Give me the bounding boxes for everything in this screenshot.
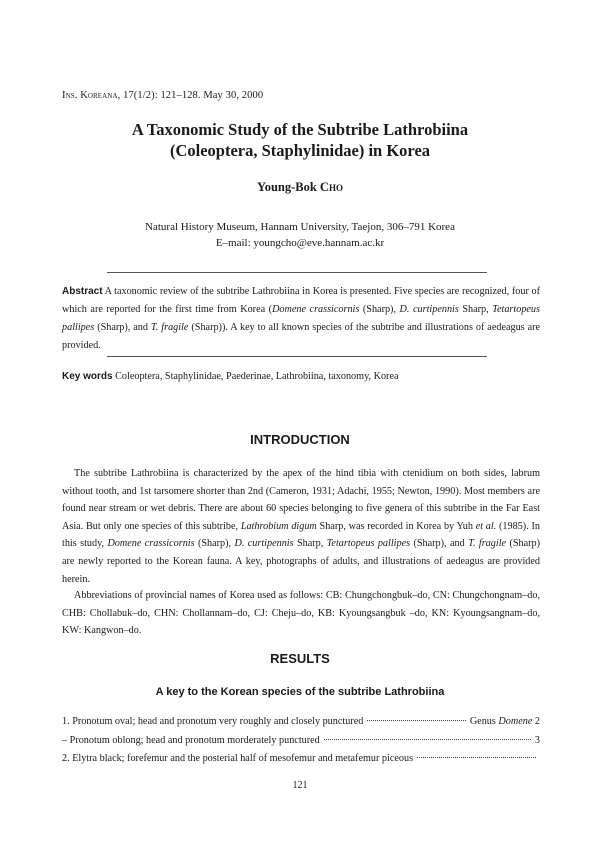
citation-etal: et al. [475,520,497,532]
introduction-heading: INTRODUCTION [250,432,350,447]
dot-leader [324,739,531,740]
keywords-text: Coleoptera, Staphylinidae, Paederinae, Lathrobiina, taxonomy, Korea [112,371,399,382]
citation-details: , 17(1/2): 121–128. May 30, 2000 [117,90,264,101]
key-couplet-end [470,716,540,727]
author-given-name: Young-Bok [257,180,320,194]
author-family-name: Cho [319,180,343,194]
key-couplet-1-alt [62,735,540,746]
introduction-paragraph-2: Abbreviations of provincial names of Korea used as follows: CB: Chungchongbuk–do, CN: Chungchongnam–do, CHB: Chollabuk–do, CHN: Chollannam–do, CJ: Cheju–do, KB: Kyoungsangbuk –do, KN: Kyoungsangnam–do, KW: Kangwon–do. [62,590,540,637]
abstract-text: (Sharp), [359,304,400,315]
results-heading: RESULTS [270,651,330,666]
key-couplet-1 [62,716,540,727]
key-couplet-2 [62,753,540,764]
paper-title-line-2: (Coleoptera, Staphylinidae) in Korea [169,141,431,160]
journal-citation [62,90,263,101]
species-name: T. fragile [468,538,507,550]
keywords-block [62,369,540,385]
species-name: Lathrobium digum [240,520,317,532]
genus-name: Domene [498,716,533,727]
body-text: (Sharp) are newly reported to the Korean fauna. A key, photographs of adults, and illustrations of aedeagus are provided herein. [62,538,541,585]
dot-leader [367,720,466,721]
species-name: D. curtipennis [399,304,459,315]
key-couplet-text: 1. Pronotum oval; head and pronotum very roughly and closely punctured [62,716,364,727]
body-text: (Sharp), and [410,538,469,550]
key-end-number: 2 [532,716,540,727]
species-name: Domene crassicornis [272,304,360,315]
abstract-top-rule [107,272,487,273]
key-title: A key to the Korean species of the subtribe Lathrobiina [155,686,445,698]
body-text: The subtribe Lathrobiina is characterized by the apex of the hind tibia with ctenidium on both sides, labrum without tooth, and 1st tarsomere shorter than 2nd (Cameron, 1931; Adachi, 1955; Newton, 1990). Most members are found near stream or wet debris. There are about 60 species belonging to five genera of this subtribe in the Far East Asia. But only one species of this subtribe, [62,468,540,532]
key-couplet-text: 2. Elytra black; forefemur and the posterial half of mesofemur and metafemur piceous [62,753,414,764]
species-name: Domene crassicornis [107,538,195,550]
species-name: Tetartopeus pallipes [62,304,540,333]
author-email: E–mail: youngcho@eve.hannam.ac.kr [215,237,385,249]
paper-title-line-1: A Taxonomic Study of the Subtribe Lathrobiina [131,120,469,139]
abstract-bottom-rule [107,356,487,357]
species-name: T. fragile [150,322,189,333]
key-end-text: Genus [469,716,499,727]
key-end-number: 3 [534,735,540,746]
body-text: Sharp, was recorded in Korea by Yuh [316,520,476,532]
abstract-text: A taxonomic review of the subtribe Lathrobiina in Korea is presented. Five species are recognized, four of which are reported for the first time from Korea ( [62,286,540,315]
abstract-text: Sharp, [458,304,493,315]
key-couplet-text: – Pronotum oblong; head and pronotum morderately punctured [62,735,320,746]
body-text: (1985). In this study, [62,520,540,550]
body-text: Sharp, [293,538,327,550]
abstract-label: Abstract [62,286,103,297]
body-text: (Sharp), [194,538,235,550]
dot-leader [417,757,536,758]
abstract-text: (Sharp), and [94,322,151,333]
keywords-label: Key words [62,371,113,382]
species-name: D. curtipennis [234,538,294,550]
author-name [0,180,600,195]
abstract-block [62,283,540,355]
abstract-text: (Sharp)). A key to all known species of the subtribe and illustrations of aedeagus are provided. [62,322,541,351]
journal-name: Ins. Koreana [62,90,118,101]
species-name: Tetartopeus pallipes [326,538,411,550]
introduction-paragraph-1 [62,465,540,588]
page-number: 121 [292,780,308,791]
affiliation: Natural History Museum, Hannam University, Taejon, 306–791 Korea [145,221,455,233]
